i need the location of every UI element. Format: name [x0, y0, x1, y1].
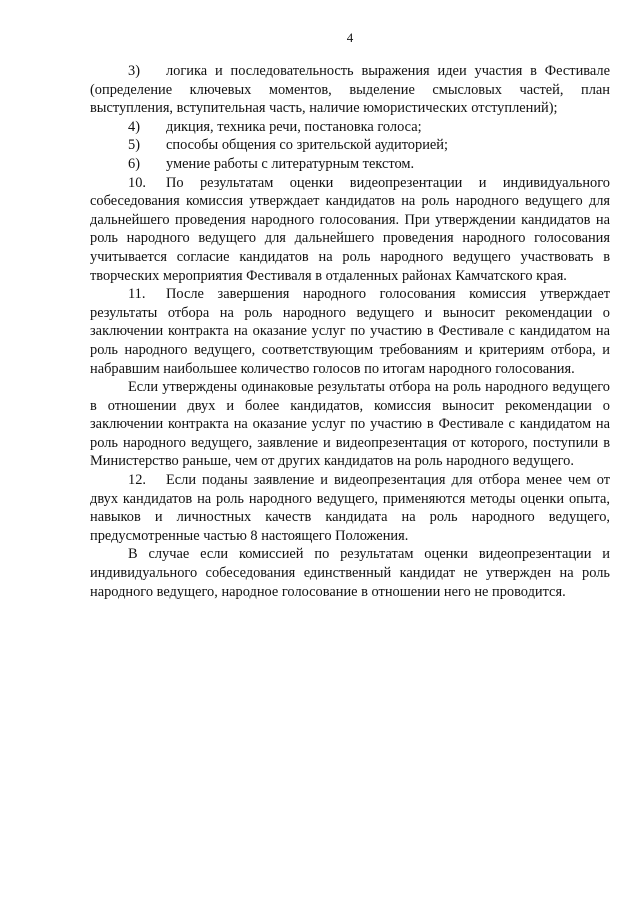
page-number: 4	[346, 30, 354, 45]
section-number: 10.	[128, 174, 146, 191]
section-11	[90, 285, 610, 378]
section-text: Если поданы заявление и видеопрезентация для отбора менее чем от двух кандидатов на роль народного ведущего, применяются методы оценки опыта, навыков и личностных качеств кандидата на роль народного ведущего, предусмотренные частью 8 настоящего Положения.	[90, 472, 610, 544]
list-item-number: 4)	[128, 118, 140, 135]
section-number: 11.	[128, 286, 146, 303]
paragraph-equal-results	[90, 378, 610, 471]
list-item-text: логика и последовательность выражения идеи участия в Фестивале (определение ключевых моментов, выделение смысловых частей, план выступления, вступительная часть, наличие юмористических отступлений);	[90, 63, 610, 117]
document-page	[90, 30, 610, 601]
section-text: По результатам оценки видеопрезентации и индивидуального собеседования комиссия утверждает кандидатов на роль народного ведущего для дальнейшего проведения народного голосования. При утверждении кандидатов на роль народного ведущего для дальнейшего проведения народного голосования учитывается согласие кандидатов на роль народного ведущего участвовать в творческих мероприятия Фестиваля в отдаленных районах Камчатского края.	[90, 174, 610, 284]
section-number: 12.	[128, 472, 146, 489]
section-10	[90, 174, 610, 286]
list-item-number: 6)	[128, 155, 140, 172]
section-12	[90, 471, 610, 545]
list-item-number: 3)	[128, 63, 140, 79]
list-item-6	[90, 155, 610, 174]
list-item-5	[90, 136, 610, 155]
paragraph-single-candidate	[90, 545, 610, 601]
list-item-4	[90, 118, 610, 137]
list-item-text: умение работы с литературным текстом.	[166, 155, 415, 172]
paragraph-text: В случае если комиссией по результатам оценки видеопрезентации и индивидуального собеседования единственный кандидат не утвержден на роль народного ведущего, народное голосование в отношении него не проводится.	[90, 546, 610, 600]
list-item-text: дикция, техника речи, постановка голоса;	[166, 118, 422, 135]
list-item-text: способы общения со зрительской аудиторией;	[166, 137, 448, 154]
paragraph-text: Если утверждены одинаковые результаты отбора на роль народного ведущего в отношении двух и более кандидатов, комиссия выносит рекомендации о заключении контракта на оказание услуг по участию в Фестивале с кандидатом на роль народного ведущего, заявление и видеопрезентация от которого, поступили в Министерство раньше, чем от других кандидатов на роль народного ведущего.	[90, 379, 610, 470]
list-item-number: 5)	[128, 137, 140, 154]
section-text: После завершения народного голосования комиссия утверждает результаты отбора на роль народного ведущего и выносит рекомендации о заключении контракта на оказание услуг по участию в Фестивале с кандидатом на роль народного ведущего, соответствующим требованиям и критериям отбора, и набравшим наибольшее количество голосов по итогам народного голосования.	[90, 286, 610, 377]
list-item-3	[90, 62, 610, 118]
